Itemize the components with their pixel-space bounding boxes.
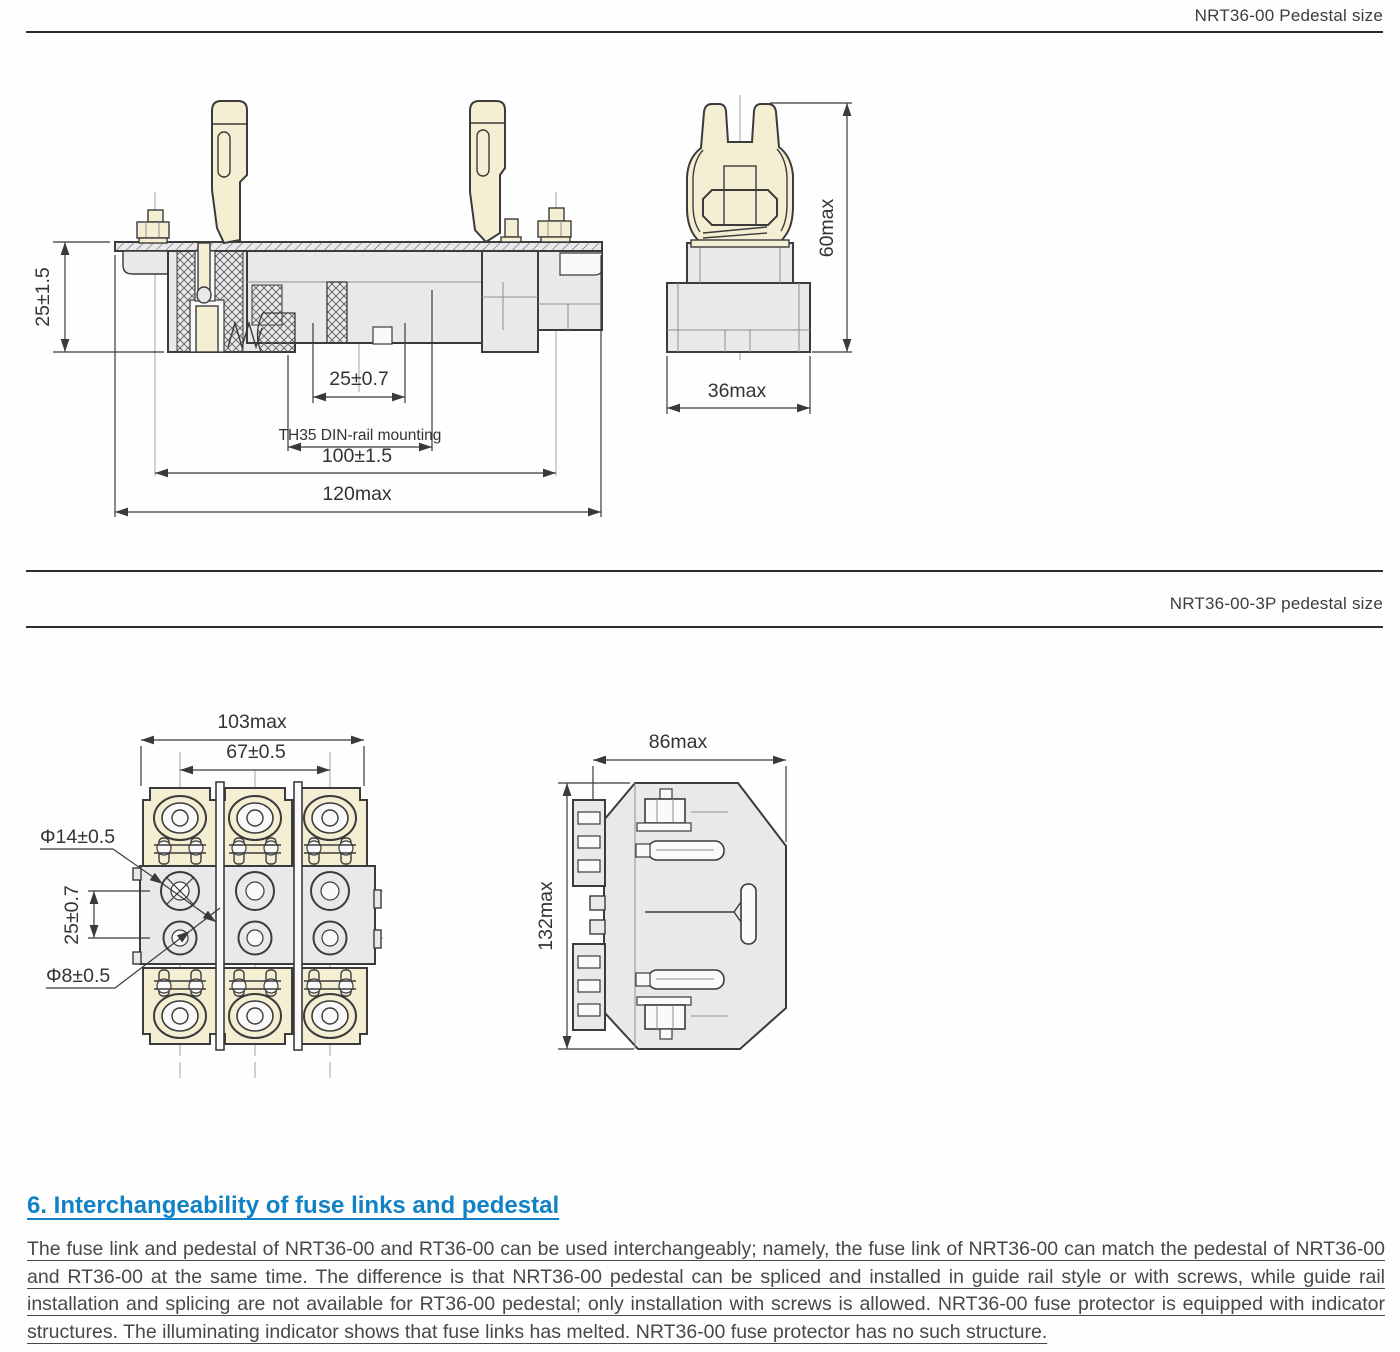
- dim-3p-pole-span-label: 67±0.5: [226, 741, 286, 763]
- clip-washer: [691, 240, 789, 247]
- drawing-end-view: [667, 95, 852, 414]
- blade-tip: [197, 287, 211, 303]
- body-lower: [667, 283, 810, 352]
- dim-small-hole-label: Φ8±0.5: [46, 965, 111, 987]
- left-terminal-bolt: [137, 210, 169, 243]
- dim-3p-height-label: 132max: [535, 881, 557, 951]
- clip-stem: [724, 166, 756, 190]
- section-6-heading: 6. Interchangeability of fuse links and pedestal: [27, 1192, 560, 1219]
- right-terminal-bolt: [538, 208, 571, 242]
- blade-lower: [198, 243, 210, 291]
- 3p-body: [604, 783, 786, 1049]
- dim-3p-hole-pitch: [61, 885, 150, 945]
- indicator-pin: [501, 219, 521, 242]
- dim-end-width: [667, 356, 810, 414]
- section-6: [27, 1192, 1385, 1346]
- drawing-side-section: [32, 101, 602, 517]
- bottom-blade: [636, 970, 724, 989]
- right-clip-slot: [477, 130, 489, 176]
- hex-nut: [703, 190, 777, 225]
- dim-3p-pole-span: [180, 741, 330, 770]
- dim-end-width-label: 36max: [707, 380, 767, 402]
- drawing-3p-top-view: [40, 711, 383, 1078]
- dim-fixing-pitch: [155, 445, 556, 473]
- dim-height-label: 25±1.5: [32, 267, 54, 327]
- left-clip-slot: [218, 132, 230, 177]
- dim-big-hole-label: Φ14±0.5: [40, 826, 116, 848]
- rail-hook-hatched: [257, 313, 295, 352]
- dim-overall-width-label: 120max: [322, 483, 392, 505]
- dim-end-height-label: 60max: [816, 198, 838, 258]
- dim-3p-hole-pitch-label: 25±0.7: [61, 885, 83, 945]
- dim-din-width-label: 25±0.7: [329, 368, 389, 390]
- phase-separator-1: [216, 782, 224, 1050]
- contact-block: [196, 306, 218, 352]
- body-upper: [687, 243, 793, 283]
- drawing-3p-side-view: [535, 731, 786, 1049]
- top-blade: [636, 841, 724, 860]
- dim-3p-overall-width-label: 103max: [217, 711, 287, 733]
- dim-3p-width-label: 86max: [648, 731, 708, 753]
- din-clamp-hatched: [327, 282, 347, 343]
- section1-header-label: NRT36-00 Pedestal size: [1194, 6, 1383, 25]
- dim-fixing-pitch-label: 100±1.5: [321, 445, 393, 467]
- din-rail-notch: [373, 327, 392, 344]
- din-rail-label: TH35 DIN-rail mounting: [278, 427, 442, 444]
- right-lip-notch: [560, 253, 602, 275]
- phase-separator-2: [294, 782, 302, 1050]
- section-6-paragraph: The fuse link and pedestal of NRT36-00 and RT36-00 can be used interchangeably; namely, the fuse link of NRT36-00 can match the pedestal of NRT36-00 and RT36-00 at the same time. The difference is that NRT36-00 pedestal can be spliced and installed in guide rail style or with screws, while guide rail installation and splicing are not available for RT36-00 pedestal; only installation with screws is allowed. NRT36-00 fuse protector is equipped with indicator structures. The illuminating indicator shows that fuse links has melted. NRT36-00 fuse protector has no such structure.: [27, 1238, 1385, 1343]
- section2-header-label: NRT36-00-3P pedestal size: [1169, 594, 1383, 613]
- right-block-inner: [482, 251, 538, 352]
